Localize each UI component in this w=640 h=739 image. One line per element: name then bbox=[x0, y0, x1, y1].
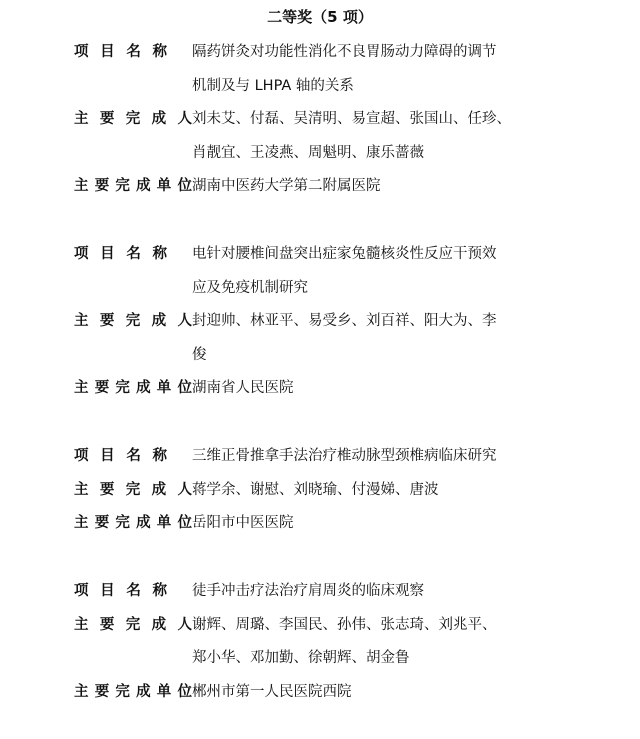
unit-label: 主要完成单位 bbox=[74, 683, 192, 700]
project-name bbox=[192, 36, 522, 103]
project-name bbox=[192, 238, 522, 305]
people-list bbox=[192, 474, 522, 508]
project-row bbox=[0, 36, 640, 103]
project-label: 项 目 名 称 bbox=[74, 44, 167, 60]
project-name-line: 徒手冲击疗法治疗肩周炎的临床观察 bbox=[192, 583, 424, 599]
project-name-line: 应及免疫机制研究 bbox=[192, 279, 308, 296]
project-name-line: 三维正骨推拿手法治疗椎动脉型颈椎病临床研究 bbox=[192, 448, 497, 464]
people-row bbox=[0, 305, 640, 372]
people-line: 谢辉、周璐、李国民、孙伟、张志琦、刘兆平、 bbox=[192, 616, 497, 633]
unit-name bbox=[192, 507, 522, 541]
people-row bbox=[0, 609, 640, 676]
project-name bbox=[192, 575, 522, 609]
project-label: 项 目 名 称 bbox=[74, 448, 167, 464]
award-entry bbox=[0, 36, 640, 204]
people-line: 郑小华、邓加勤、徐朝辉、胡金鲁 bbox=[192, 650, 410, 666]
people-label: 主 要 完 成 人 bbox=[74, 313, 192, 329]
people-label: 主 要 完 成 人 bbox=[74, 481, 192, 498]
project-label: 项 目 名 称 bbox=[74, 246, 167, 262]
unit-name bbox=[192, 676, 522, 710]
unit-label: 主要完成单位 bbox=[74, 178, 192, 194]
project-row bbox=[0, 238, 640, 305]
project-row bbox=[0, 575, 640, 609]
project-name-line: 电针对腰椎间盘突出症家兔髓核炎性反应干预效 bbox=[192, 246, 497, 262]
unit-name bbox=[192, 170, 522, 204]
people-line: 俊 bbox=[192, 346, 207, 363]
unit-label: 主要完成单位 bbox=[74, 515, 192, 531]
project-name-line: 隔药饼灸对功能性消化不良胃肠动力障碍的调节 bbox=[192, 44, 497, 60]
unit-row bbox=[0, 372, 640, 406]
project-row bbox=[0, 440, 640, 474]
people-line: 封迎帅、林亚平、易受乡、刘百祥、阳大为、李 bbox=[192, 313, 497, 329]
project-name bbox=[192, 440, 522, 474]
unit-label: 主要完成单位 bbox=[74, 380, 192, 396]
award-entry bbox=[0, 575, 640, 709]
unit-name bbox=[192, 372, 522, 406]
unit-line: 湖南省人民医院 bbox=[192, 380, 294, 396]
award-entry bbox=[0, 238, 640, 406]
project-name-line: 机制及与 LHPA 轴的关系 bbox=[192, 77, 354, 94]
unit-row bbox=[0, 507, 640, 541]
people-line: 肖靓宜、王凌燕、周魁明、康乐蔷薇 bbox=[192, 144, 424, 161]
people-list bbox=[192, 609, 522, 676]
unit-row bbox=[0, 170, 640, 204]
award-entry bbox=[0, 440, 640, 541]
unit-row bbox=[0, 676, 640, 710]
unit-line: 岳阳市中医医院 bbox=[192, 515, 294, 531]
unit-line: 郴州市第一人民医院西院 bbox=[192, 683, 352, 700]
page-title: 二等奖（5 项） bbox=[267, 8, 373, 26]
people-line: 蒋学余、谢慰、刘晓瑜、付漫娣、唐波 bbox=[192, 481, 439, 498]
people-label: 主 要 完 成 人 bbox=[74, 616, 192, 633]
people-row bbox=[0, 103, 640, 170]
people-list bbox=[192, 305, 522, 372]
project-label: 项 目 名 称 bbox=[74, 583, 167, 599]
people-row bbox=[0, 474, 640, 508]
people-line: 刘未艾、付磊、吴清明、易宣超、张国山、任珍、 bbox=[192, 111, 511, 127]
unit-line: 湖南中医药大学第二附属医院 bbox=[192, 178, 381, 194]
people-label: 主 要 完 成 人 bbox=[74, 111, 192, 127]
people-list bbox=[192, 103, 522, 170]
